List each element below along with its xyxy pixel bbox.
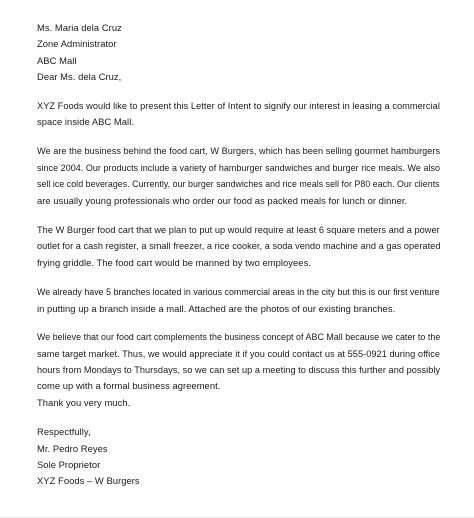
paragraph-line: space inside ABC Mall. <box>37 116 134 128</box>
signer-company: XYZ Foods – W Burgers <box>37 475 140 487</box>
paragraph-line: XYZ Foods would like to present this Letter of Intent to signify our interest in leasing a commercial <box>37 99 440 111</box>
paragraph-line: frying griddle. The food cart would be manned by two employees. <box>37 256 311 268</box>
paragraph-line: in putting up a branch inside a mall. Attached are the photos of our existing branches. <box>37 302 396 314</box>
recipient-block <box>37 20 440 69</box>
thanks-line: Thank you very much. <box>37 396 131 408</box>
letter-body <box>37 20 440 490</box>
paragraph-line: are usually young professionals who order our food as packed meals for lunch or dinner. <box>37 194 408 206</box>
paragraph-line: We already have 5 branches located in various commercial areas in the city but this is our first venture <box>37 286 440 298</box>
paragraph-line: sell ice cold beverages. Currently, our burger sandwiches and rice meals sell for P80 each. Our clients <box>37 178 440 190</box>
paragraph-line: We are the business behind the food cart, W Burgers, which has been selling gourmet hamburgers <box>37 145 441 157</box>
recipient-name: Ms. Maria dela Cruz <box>37 22 122 33</box>
paragraph-line: since 2004. Our products include a variety of hamburger sandwiches and burger rice meals. We also <box>37 161 441 173</box>
paragraph-line: hours from Mondays to Thursdays, so we can set up a meeting to discuss this further and possibly <box>37 363 441 375</box>
paragraph-line: come up with a formal business agreement. <box>37 380 221 392</box>
paragraph-line: We believe that our food cart complements the business concept of ABC Mall because we cater to the <box>37 331 441 343</box>
signer-name: Mr. Pedro Reyes <box>37 442 108 454</box>
recipient-company: ABC Mall <box>37 54 77 66</box>
paragraph-line: outlet for a cash register, a small freezer, a rice cooker, a soda vendo machine and a gas operated <box>37 240 441 252</box>
closing: Respectfully, <box>37 426 91 438</box>
paragraph-intent <box>37 98 440 131</box>
paragraph-business <box>37 143 440 209</box>
paragraph-branches <box>37 284 440 317</box>
paragraph-contact <box>37 329 440 395</box>
salutation: Dear Ms. dela Cruz, <box>37 71 122 83</box>
paragraph-food-cart <box>37 222 440 271</box>
paragraph-line: The W Burger food cart that we plan to put up would require at least 6 square meters and a power <box>37 224 440 236</box>
recipient-title: Zone Administrator <box>37 38 117 50</box>
signature-block <box>37 424 440 490</box>
paragraph-line: same target market. Thus, we would appreciate it if you could contact us at 555-0921 during office <box>37 347 441 359</box>
signer-title: Sole Proprietor <box>37 458 101 470</box>
